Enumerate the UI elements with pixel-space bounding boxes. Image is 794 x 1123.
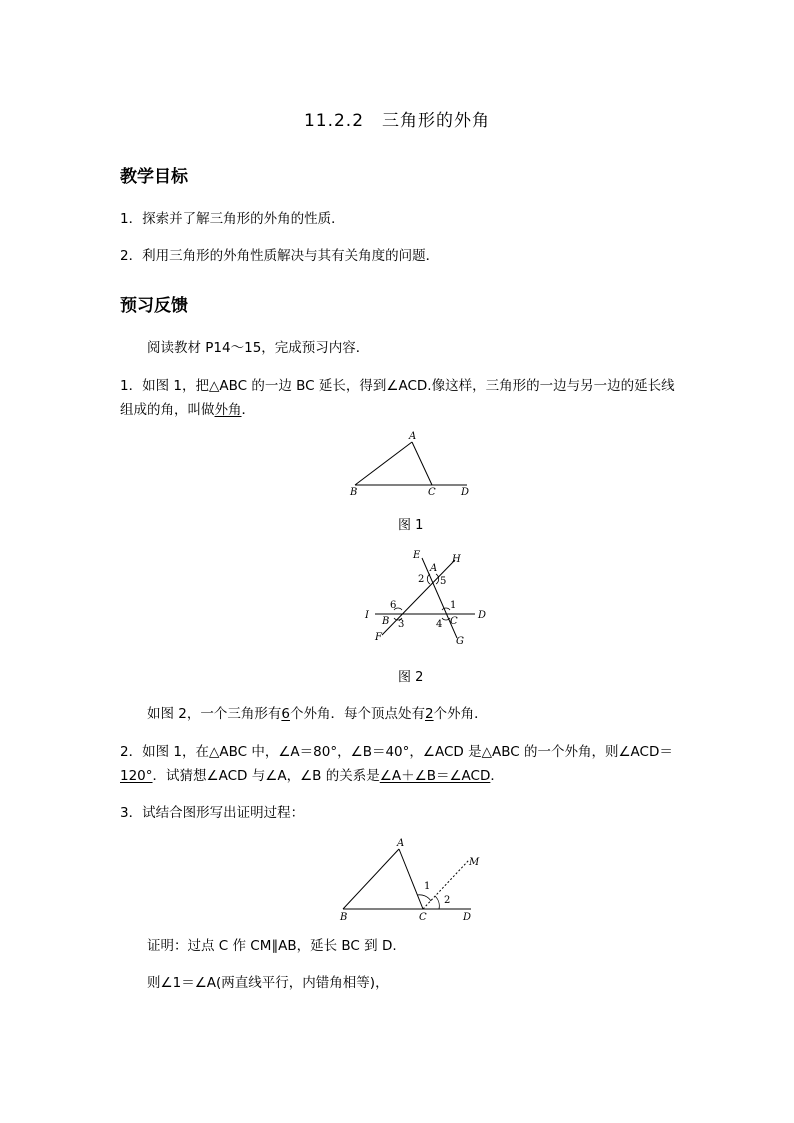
question-2-end: ． xyxy=(490,768,504,784)
question-2 xyxy=(120,740,680,788)
fig2-label-1: 1 xyxy=(450,600,457,611)
fig2-label-B: B xyxy=(382,616,390,627)
question-1-text: 1．如图 1，把△ABC 的一边 BC 延长，得到∠ACD.像这样，三角形的一边与另一边的延长线组成的角，叫做 xyxy=(120,378,675,418)
answer-blank: 120° xyxy=(120,768,153,784)
figure-1 xyxy=(345,428,475,500)
question-2-text: 2．如图 1，在△ABC 中，∠A＝80°，∠B＝40°，∠ACD 是△ABC 的一个外角，则∠ACD＝ xyxy=(120,744,673,760)
reading-instruction: 阅读教材 P14～15，完成预习内容． xyxy=(147,340,370,356)
fig2-label-E: E xyxy=(413,550,421,561)
answer-blank: 6 xyxy=(281,706,290,722)
fig2-label-A: A xyxy=(430,563,438,574)
proof-line-1: 证明：过点 C 作 CM∥AB，延长 BC 到 D. xyxy=(147,938,397,954)
fig2-label-6: 6 xyxy=(390,600,397,611)
answer-blank: 外角 xyxy=(214,402,242,418)
fig2-label-H: H xyxy=(452,554,461,565)
question-1-end: ． xyxy=(241,402,255,418)
goal-item-2: 2．利用三角形的外角性质解决与其有关角度的问题． xyxy=(120,248,440,264)
fig2-label-3: 3 xyxy=(398,619,405,630)
goal-item-1: 1．探索并了解三角形的外角的性质． xyxy=(120,211,345,227)
question-3: 3．试结合图形写出证明过程： xyxy=(120,805,305,821)
fig2-label-4: 4 xyxy=(436,619,443,630)
figure-2 xyxy=(360,548,490,648)
fig2-label-2: 2 xyxy=(418,574,425,585)
fig3-label-M: M xyxy=(469,857,480,868)
fig3-label-2: 2 xyxy=(444,895,451,906)
page-title: 11.2.2 三角形的外角 xyxy=(303,111,491,131)
fig2-label-G: G xyxy=(456,636,464,647)
section-heading-goals: 教学目标 xyxy=(120,167,188,187)
fig3-label-A: A xyxy=(397,838,405,849)
answer-blank: 2 xyxy=(424,706,434,722)
fig1-label-A: A xyxy=(409,431,417,442)
fig1-label-D: D xyxy=(461,487,470,498)
fig2-label-I: I xyxy=(365,610,369,621)
section-heading-preview: 预习反馈 xyxy=(120,296,188,316)
fig2-label-5: 5 xyxy=(440,576,447,587)
fig3-label-B: B xyxy=(340,912,348,923)
fig2-text-a: 如图 2，一个三角形有 xyxy=(147,706,282,722)
fig3-label-C: C xyxy=(419,912,427,923)
fig2-text-c: 个外角．每个顶点处有 xyxy=(289,706,425,722)
question-1 xyxy=(120,374,680,422)
fig1-label-C: C xyxy=(428,487,436,498)
fig3-label-D: D xyxy=(463,912,472,923)
figure-2-caption: 图 2 xyxy=(398,670,424,685)
question-2-mid: ．试猜想∠ACD 与∠A，∠B 的关系是 xyxy=(152,768,380,784)
fig2-text-d: 个外角． xyxy=(433,706,488,722)
answer-blank: ∠A＋∠B＝∠ACD xyxy=(379,768,491,784)
figure-3 xyxy=(335,833,485,923)
figure-1-caption: 图 1 xyxy=(398,518,424,533)
fig2-label-F: F xyxy=(375,632,382,643)
figure-2-statement xyxy=(147,702,707,726)
fig2-label-D: D xyxy=(478,610,487,621)
fig2-label-C: C xyxy=(450,616,458,627)
proof-line-2: 则∠1＝∠A(两直线平行，内错角相等)， xyxy=(147,975,389,991)
fig1-label-B: B xyxy=(350,487,358,498)
fig3-label-1: 1 xyxy=(424,881,431,892)
